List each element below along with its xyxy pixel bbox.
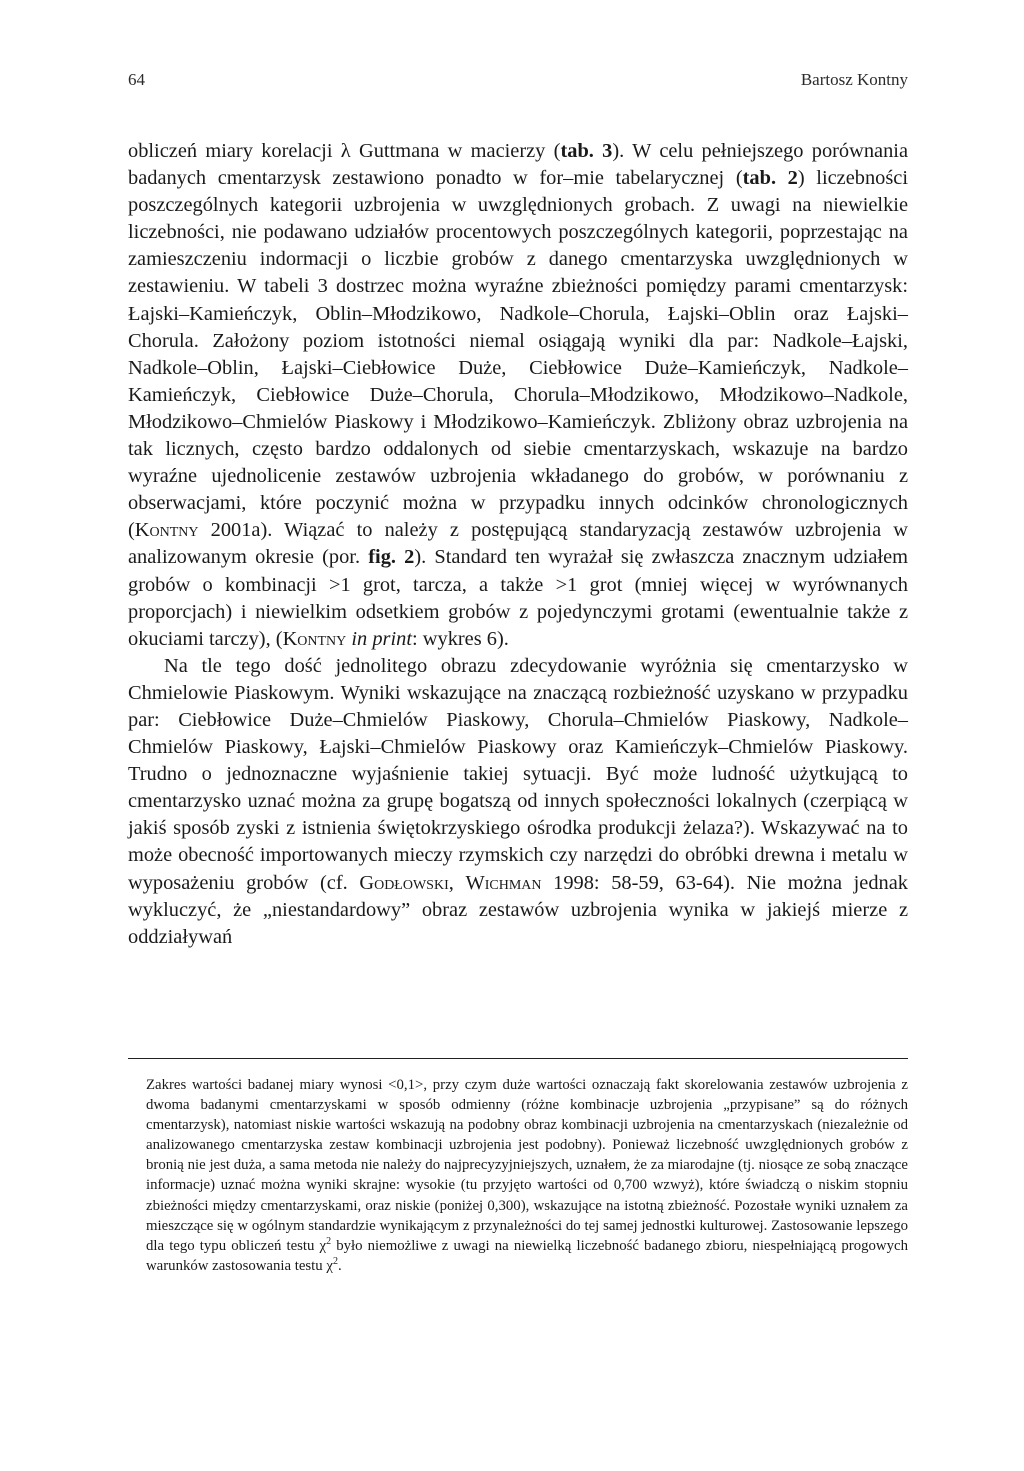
footnote-text: było niemożliwe z uwagi na niewielką liczebność badanego zbioru, niespełniającą progowych warunków zastosowania testu χ <box>146 1237 908 1274</box>
footnote-text: Zakres wartości badanej miary wynosi <0,1>, przy czym duże wartości oznaczają fakt skorelowania zestawów uzbrojenia z dwoma badanymi cmentarzyskami w sposób odmienny (różne kombinacje uzbrojenia „przypisane” są do różnych cmentarzysk), natomiast niskie wartości wskazują na podobny obraz kombinacji uzbrojenia na cmentarzyskach (niezależnie od analizowanego cmentarzyska zestaw kombinacji uzbrojenia jest podobny). Ponieważ liczebność uwzględnionych grobów z bronią nie jest duża, a sama metoda nie należy do najprecyzyjniejszych, uznałem, że za miarodajne (tj. niosące ze sobą znaczące informacje) uznać można wyniki skrajne: wysokie (tu przyjęto wartości od 0,700 wzwyż), które świadczą o niskim stopniu zbieżności między cmentarzyskami, oraz niskie (poniżej 0,300), wskazujące na istotną zbieżność. Pozostałe wyniki uznałem za mieszczące się w ogólnym standardzie wynikającym z przynależności do tej samej jednostki kulturowej. Zastosowanie lepszego dla tego typu obliczeń testu χ <box>146 1077 908 1254</box>
footnote-separator <box>128 1058 908 1059</box>
text-run: ). Standard ten wyrażał się zwłaszcza znacznym udziałem grobów o kombinacji >1 grot, tarcza, a także >1 grot (mniej więcej w wyrównanych proporcjach) i niewielkim odsetkiem grobów z pojedynczymi grotami (ewentualnie także z okuciami tarczy), ( <box>128 546 908 650</box>
text-run: 1998: 58-59, 63-64). Nie można jednak wykluczyć, że „niestandardowy” obraz zestawów uzbrojenia wynika w jakiejś mierze z oddziaływań <box>128 871 908 948</box>
figure-reference: fig. 2 <box>368 546 415 569</box>
running-header <box>128 70 908 90</box>
citation-author: Wichman <box>465 871 542 894</box>
main-text <box>128 138 908 951</box>
footnote-text: . <box>337 1257 342 1274</box>
text-run: 2001a). Wiązać to należy z postępującą standaryzacją zestawów uzbrojenia w analizowanym okresie (por. <box>128 519 908 569</box>
text-run: , <box>448 871 466 894</box>
citation-author: Godłowski <box>359 871 449 894</box>
text-run: obliczeń miary korelacji λ Guttmana w macierzy ( <box>128 140 561 162</box>
superscript: 2 <box>332 1255 338 1267</box>
table-reference: tab. 3 <box>560 140 613 162</box>
text-run: Na tle tego dość jednolitego obrazu zdecydowanie wyróżnia się cmentarzysko w Chmielowie Piaskowym. Wyniki wskazujące na znaczącą rozbieżność uzyskano w przypadku par: Ciebłowice Duże–Chmielów Piaskowy, Chorula–Chmielów Piaskowy, Nadkole–Chmielów Piaskowy, Łajski–Chmielów Piaskowy oraz Kamieńczyk–Chmielów Piaskowy. Trudno o jednoznaczne wyjaśnienie takiej sytuacji. Być może ludność użytkującą to cmentarzysko uznać można za grupę bogatszą od innych społeczności lokalnych (czerpiącą w jakiś sposób zyski z istnienia świętokrzyskiego ośrodka produkcji żelaza?). Wskazywać na to może obecność importowanych mieczy rzymskich czy narzędzi do obróbki drewna i metalu w wyposażeniu grobów (cf. <box>128 654 908 894</box>
text-run: ) liczebności poszczególnych kategorii uzbrojenia w uwzględnionych grobach. Z uwagi na niewielkie liczebności, nie podawano udziałów procentowych poszczególnych kategorii, poprzestając na zamieszczeniu indormacji o liczbie grobów z danego cmentarzyska uwzględnionych w zestawieniu. W tabeli 3 dostrzec można wyraźne zbieżności pomiędzy parami cmentarzysk: Łajski–Kamieńczyk, Oblin–Młodzikowo, Nadkole–Chorula, Łajski–Oblin oraz Łajski–Chorula. Założony poziom istotności niemal osiągają wyniki dla par: Nadkole–Łajski, Nadkole–Oblin, Łajski–Ciebłowice Duże, Ciebłowice Duże–Kamieńczyk, Nadkole–Kamieńczyk, Ciebłowice Duże–Chorula, Chorula–Młodzikowo, Młodzikowo–Nadkole, Młodzikowo–Chmielów Piaskowy i Młodzikowo–Kamieńczyk. Zbliżony obraz uzbrojenia na tak licznych, często bardzo oddalonych od siebie cmentarzyskach, wskazuje na bardzo wyraźne ujednolicenie zestawów uzbrojenia wkładanego do grobów, w porównaniu z obserwacjami, które poczynić można w przypadku innych odcinków chronologicznych ( <box>128 167 908 542</box>
paragraph-2 <box>128 653 908 951</box>
table-reference: tab. 2 <box>742 167 798 190</box>
running-head-author: Bartosz Kontny <box>800 70 908 89</box>
text-run: ). W celu pełniejszego porównania badanych cmentarzysk zestawiono ponadto w for–mie tabelarycznej ( <box>128 140 909 190</box>
paragraph-1 <box>128 138 908 653</box>
footnote <box>146 1075 908 1276</box>
text-run: : wykres 6). <box>412 627 509 650</box>
citation-status: in print <box>351 627 413 650</box>
superscript: 2 <box>326 1235 332 1247</box>
citation-author: Kontny <box>282 627 347 650</box>
citation-author: Kontny <box>134 519 199 542</box>
page-number: 64 <box>128 70 145 89</box>
